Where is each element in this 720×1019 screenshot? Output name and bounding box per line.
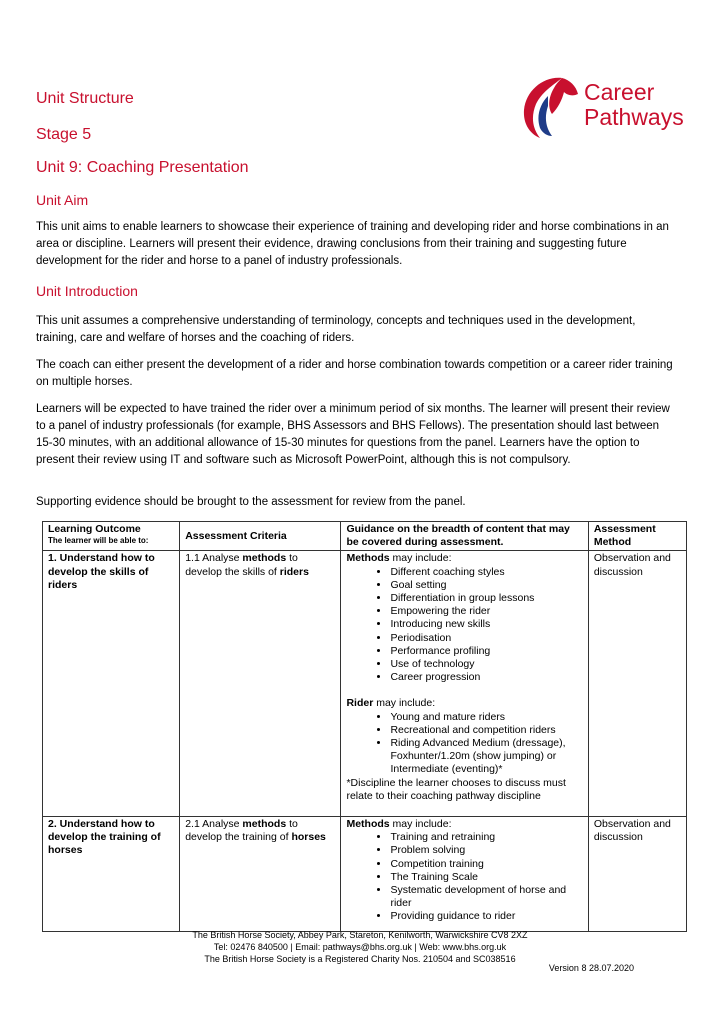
row1-criteria: 1.1 Analyse methods to develop the skills of riders [180, 551, 341, 817]
logo-line-pathways: Pathways [584, 104, 684, 130]
row1-methods-list [346, 566, 582, 685]
career-pathways-logo [518, 74, 684, 144]
table-row [43, 817, 687, 932]
list-item: • Systematic development of horse and rider [390, 884, 582, 910]
list-item: • Use of technology [390, 658, 582, 671]
intro-paragraph-4: Supporting evidence should be brought to the assessment for review from the panel. [36, 496, 466, 508]
list-item: • Problem solving [390, 844, 582, 857]
list-item: • Different coaching styles [390, 566, 582, 579]
learning-outcomes-table [42, 521, 687, 932]
intro-paragraph-1: This unit assumes a comprehensive understanding of terminology, concepts and techniques used in the development, training, care and welfare of horses and the coaching of riders. [36, 315, 636, 344]
list-item: • Young and mature riders [390, 711, 582, 724]
list-item: • Training and retraining [390, 831, 582, 844]
list-item: • Recreational and competition riders [390, 724, 582, 737]
unit-aim-heading: Unit Aim [36, 192, 89, 208]
intro-paragraph-2: The coach can either present the development of a rider and horse combination towards competition or a career rider training on multiple horses. [36, 359, 673, 388]
header-learning-outcome [43, 522, 180, 551]
list-item: • Introducing new skills [390, 618, 582, 631]
footer-charity: The British Horse Society is a Registered Charity Nos. 210504 and SC038516 [204, 954, 516, 964]
row2-method: Observation and discussion [588, 817, 686, 932]
unit-structure-heading: Unit Structure [36, 90, 134, 107]
header-assessment-method: Assessment Method [588, 522, 686, 551]
row2-criteria: 2.1 Analyse methods to develop the training of horses [180, 817, 341, 932]
list-item: • The Training Scale [390, 871, 582, 884]
header-outcome-sub: The learner will be able to: [48, 536, 149, 546]
list-item: • Performance profiling [390, 645, 582, 658]
header-outcome-label: Learning Outcome [48, 523, 141, 535]
header-assessment-criteria: Assessment Criteria [180, 522, 341, 551]
logo-line-career: Career [584, 79, 655, 105]
list-item: • Periodisation [390, 632, 582, 645]
row2-guidance: Methods may include: • Training and retraining • Problem solving • Competition training • The Training Scale • Systematic development of horse and rider • Providing guidance to rider [341, 817, 588, 932]
row2-outcome: 2. Understand how to develop the training of horses [43, 817, 180, 932]
table-row [43, 551, 687, 817]
list-item: • Riding Advanced Medium (dressage), Foxhunter/1.20m (show jumping) or Intermediate (eventing)* [390, 737, 582, 777]
stage-heading: Stage 5 [36, 126, 92, 143]
row1-guidance: Methods may include: • Different coaching styles • Goal setting • Differentiation in group lessons • Empowering the rider • Introducing new skills • Periodisation • Performance profiling • Use of technology • Career progression Rider may include: • Young and mature riders • Recreational and competition riders • Riding Advanced Medium (dressage), Foxhunter/1.20m (show jumping) or Intermediate (eventing)* *Discipline the learner chooses to discuss must relate to their coaching pathway discipline [341, 551, 588, 817]
footer-address: The British Horse Society, Abbey Park, Stareton, Kenilworth, Warwickshire CV8 2XZ [192, 930, 528, 940]
row1-outcome: 1. Understand how to develop the skills of riders [43, 551, 180, 817]
list-item: • Empowering the rider [390, 605, 582, 618]
horse-head-icon [518, 74, 580, 140]
version-label: Version 8 28.07.2020 [548, 963, 634, 973]
table-header-row [43, 522, 687, 551]
unit-aim-text: This unit aims to enable learners to showcase their experience of training and developing rider and horse combinations in an area or discipline. Learners will present their evidence, drawing conclusions from their training and suggesting future development for the rider and horse to a panel of industry professionals. [36, 221, 669, 267]
list-item: • Goal setting [390, 579, 582, 592]
row1-discipline-note: *Discipline the learner chooses to discuss must relate to their coaching pathway discipline [346, 776, 566, 802]
row1-method: Observation and discussion [588, 551, 686, 817]
footer-contact: Tel: 02476 840500 | Email: pathways@bhs.org.uk | Web: www.bhs.org.uk [213, 942, 507, 952]
list-item: • Competition training [390, 858, 582, 871]
intro-paragraph-3: Learners will be expected to have trained the rider over a minimum period of six months. The learner will present their review to a panel of industry professionals (for example, BHS Assessors and BHS Fellows). The presentation should last between 15-30 minutes, with an additional allowance of 15-30 minutes for questions from the panel. Learners have the option to present their review using IT and software such as Microsoft PowerPoint, although this is not compulsory. [36, 403, 670, 466]
row1-rider-list [346, 711, 582, 777]
list-item: • Career progression [390, 671, 582, 684]
list-item: • Providing guidance to rider [390, 910, 582, 923]
row2-methods-list [346, 831, 582, 923]
list-item: • Differentiation in group lessons [390, 592, 582, 605]
unit-introduction-heading: Unit Introduction [36, 283, 138, 299]
logo-wordmark [584, 80, 684, 130]
page-title: Unit 9: Coaching Presentation [36, 159, 249, 176]
header-guidance: Guidance on the breadth of content that may be covered during assessment. [341, 522, 588, 551]
